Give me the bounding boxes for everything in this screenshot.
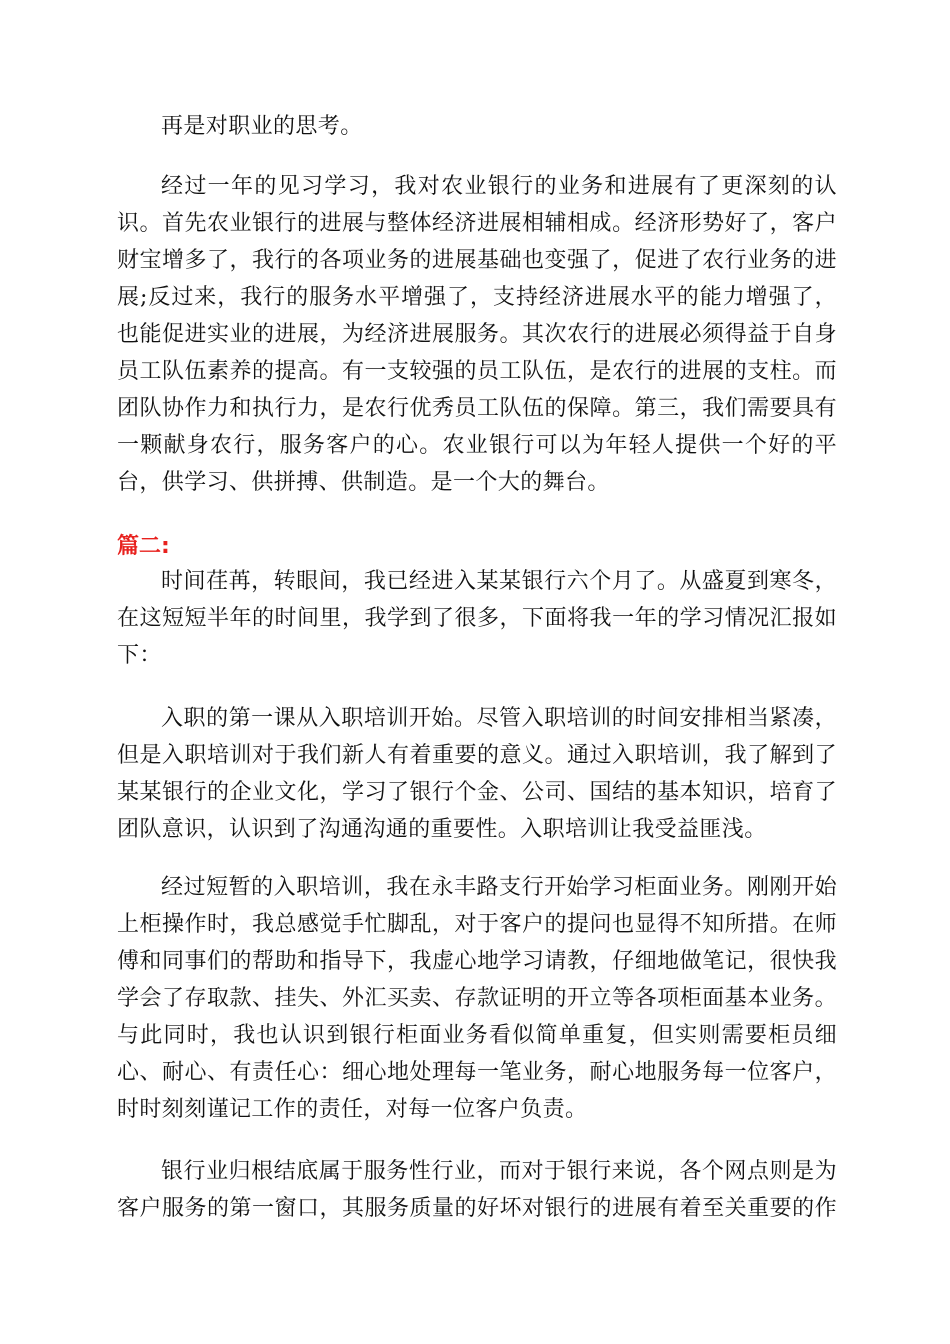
paragraph: [117, 563, 837, 674]
text-line: 与此同时，我也认识到银行柜面业务看似简单重复，但实则需要柜员细: [117, 1023, 837, 1048]
paragraph: [117, 869, 837, 1128]
paragraph: [117, 700, 837, 848]
text-line: 银行业归根结底属于服务性行业，而对于银行来说，各个网点则是为: [161, 1159, 837, 1184]
text-line: 时间荏苒，转眼间，我已经进入某某银行六个月了。从盛夏到寒冬，: [161, 569, 837, 594]
text-line: 某某银行的企业文化，学习了银行个金、公司、国结的基本知识，培育了: [117, 780, 837, 805]
text-line: 下：: [117, 643, 162, 668]
text-line: 入职的第一课从入职培训开始。尽管入职培训的时间安排相当紧凑，: [161, 706, 837, 731]
text-line: 但是入职培训对于我们新人有着重要的意义。通过入职培训，我了解到了: [117, 743, 837, 768]
text-line: 客户服务的第一窗口，其服务质量的好坏对银行的进展有着至关重要的作: [117, 1196, 837, 1221]
text-line: 员工队伍素养的提高。有一支较强的员工队伍，是农行的进展的支柱。而: [117, 359, 837, 384]
text-line: 心、耐心、有责任心：细心地处理每一笔业务，耐心地服务每一位客户，: [117, 1060, 837, 1085]
section-heading: 篇二:: [117, 534, 170, 559]
text-line: 台，供学习、供拼搏、供制造。是一个大的舞台。: [117, 470, 610, 495]
text-line: 经过短暂的入职培训，我在永丰路支行开始学习柜面业务。刚刚开始: [161, 875, 837, 900]
text-line: 傅和同事们的帮助和指导下，我虚心地学习请教，仔细地做笔记，很快我: [117, 949, 837, 974]
paragraph: [117, 108, 837, 145]
text-line: 团队协作力和执行力，是农行优秀员工队伍的保障。第三，我们需要具有: [117, 396, 837, 421]
text-line: 识。首先农业银行的进展与整体经济进展相辅相成。经济形势好了，客户: [117, 211, 837, 236]
text-line: 在这短短半年的时间里，我学到了很多，下面将我一年的学习情况汇报如: [117, 606, 837, 631]
text-line: 上柜操作时，我总感觉手忙脚乱，对于客户的提问也显得不知所措。在师: [117, 912, 837, 937]
text-line: 一颗献身农行，服务客户的心。农业银行可以为年轻人提供一个好的平: [117, 433, 837, 458]
text-line: 团队意识，认识到了沟通沟通的重要性。入职培训让我受益匪浅。: [117, 817, 767, 842]
text-line: 财宝增多了，我行的各项业务的进展基础也变强了，促进了农行业务的进: [117, 248, 837, 273]
text-line: 也能促进实业的进展，为经济进展服务。其次农行的进展必须得益于自身: [117, 322, 837, 347]
text-line: 时时刻刻谨记工作的责任，对每一位客户负责。: [117, 1097, 588, 1122]
text-line: 再是对职业的思考。: [161, 114, 363, 139]
text-line: 展;反过来，我行的服务水平增强了，支持经济进展水平的能力增强了，: [117, 285, 837, 310]
paragraph: [117, 168, 837, 501]
text-line: 经过一年的见习学习，我对农业银行的业务和进展有了更深刻的认: [161, 174, 837, 199]
text-line: 学会了存取款、挂失、外汇买卖、存款证明的开立等各项柜面基本业务。: [117, 986, 837, 1011]
paragraph: [117, 1153, 837, 1227]
